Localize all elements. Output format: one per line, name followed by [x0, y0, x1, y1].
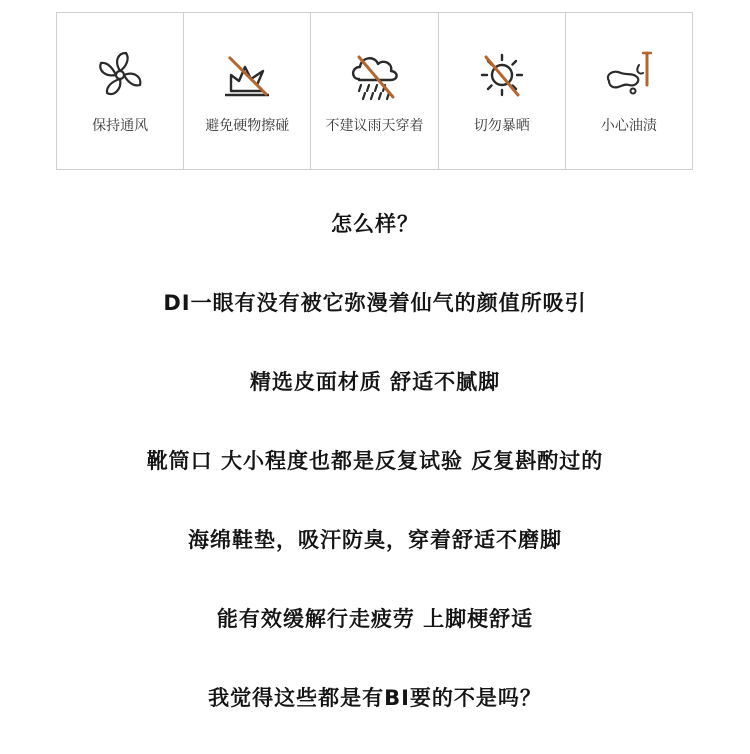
no-rain-icon — [345, 45, 405, 105]
care-instructions-strip — [56, 12, 693, 170]
care-item-rain — [311, 13, 438, 169]
care-label: 不建议雨天穿着 — [325, 118, 424, 134]
care-item-sun — [439, 13, 566, 169]
care-item-ventilation — [57, 13, 184, 169]
description-line: 能有效缓解行走疲劳 上脚梗舒适 — [216, 607, 534, 631]
care-label: 小心油渍 — [600, 118, 657, 134]
care-label: 保持通风 — [92, 118, 149, 134]
no-hard-object-icon — [217, 45, 277, 105]
care-label: 避免硬物擦碰 — [205, 118, 290, 134]
care-item-oil — [566, 13, 692, 169]
closing-line: 我觉得这些都是有BI要的不是吗？ — [208, 686, 542, 710]
description-line: 精选皮面材质 舒适不腻脚 — [249, 370, 501, 394]
care-label: 切勿暴晒 — [473, 118, 530, 134]
question-line: 怎么样？ — [331, 212, 419, 236]
no-sun-icon — [472, 45, 532, 105]
care-item-hard-objects — [184, 13, 311, 169]
description-line: 靴筒口 大小程度也都是反复试验 反复斟酌过的 — [146, 449, 604, 473]
description-line: 海绵鞋垫，吸汗防臭，穿着舒适不磨脚 — [188, 528, 562, 552]
description-line: DI一眼有没有被它弥漫着仙气的颜值所吸引 — [163, 291, 587, 315]
oil-stain-icon — [599, 45, 659, 105]
ventilation-fan-icon — [90, 45, 150, 105]
